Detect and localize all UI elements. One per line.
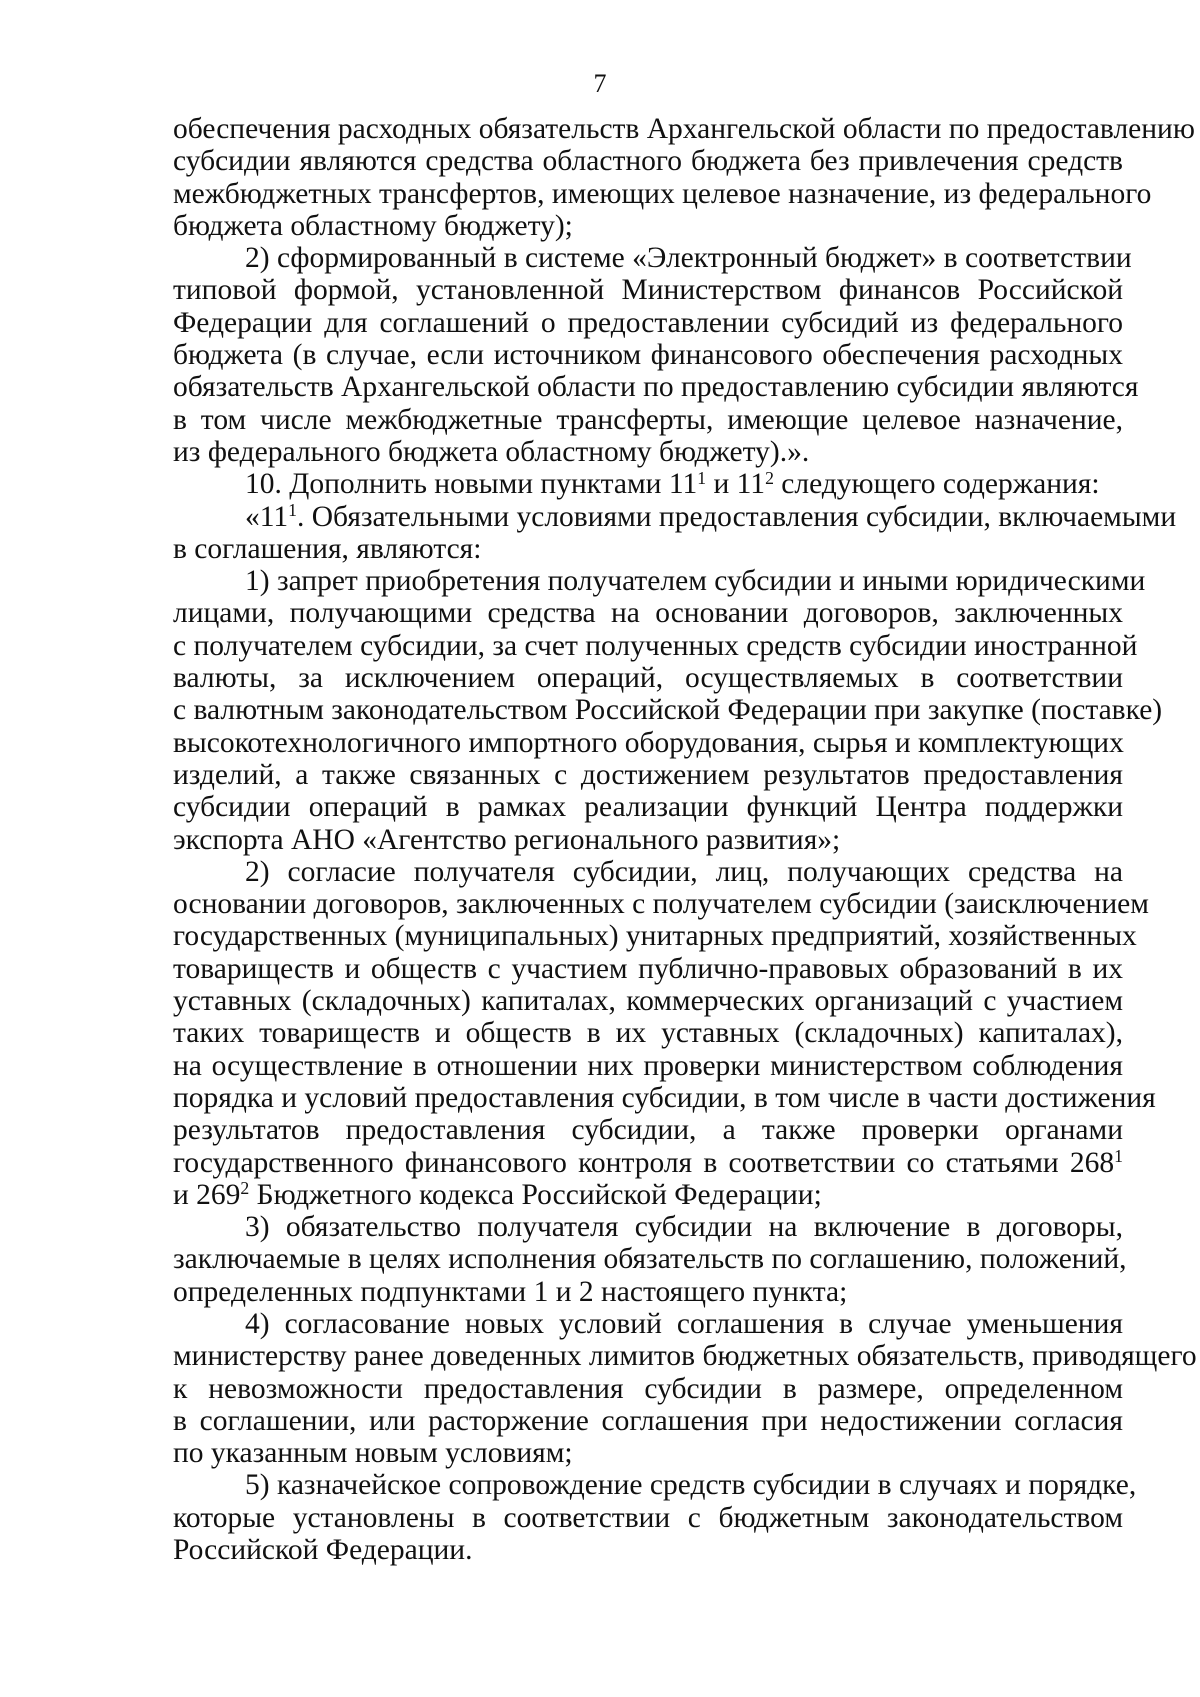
page-number: 7: [593, 69, 607, 98]
text-line: уставных (складочных) капиталах, коммерческих организаций с участием: [173, 985, 1123, 1018]
paragraph-continuation: [173, 113, 1195, 242]
superscript: 2: [765, 467, 774, 488]
text-line: государственного финансового контроля в соответствии со статьями $268^1$: [173, 1145, 1123, 1179]
text-line: субсидии являются средства областного бюджета без привлечения средств: [173, 145, 1123, 178]
text-line: валюты, за исключением операций, осуществляемых в соответствии: [173, 662, 1123, 695]
text-line: с валютным законодательством Российской Федерации при закупке (поставке): [173, 694, 1163, 727]
text-line: и $269^2$ Бюджетного кодекса Российской Федерации;: [173, 1178, 822, 1211]
text-line: по указанным новым условиям;: [173, 1437, 573, 1470]
paragraph-subitem-3: [173, 1211, 1127, 1308]
text-line: субсидии операций в рамках реализации функций Центра поддержки: [173, 791, 1123, 824]
paragraph-point-10: [173, 468, 1123, 500]
superscript: 1: [1114, 1145, 1123, 1166]
text-line: обеспечения расходных обязательств Архангельской области по предоставлению: [173, 113, 1195, 145]
text-line: товариществ и обществ с участием публично-правовых образований в их: [173, 952, 1123, 985]
text-line: в том числе межбюджетные трансферты, имеющие целевое назначение,: [173, 403, 1123, 436]
text-line: министерству ранее доведенных лимитов бюджетных обязательств, приводящего: [173, 1340, 1197, 1373]
text-line: типовой формой, установленной Министерством финансов Российской: [173, 274, 1123, 307]
text-line: в соглашения, являются:: [173, 532, 482, 565]
text-line: в соглашении, или расторжение соглашения при недостижении согласия: [173, 1404, 1123, 1437]
text-line: Российской Федерации.: [173, 1534, 473, 1567]
superscript: 2: [240, 1178, 250, 1199]
text-line: которые установлены в соответствии с бюджетным законодательством: [173, 1501, 1123, 1534]
text-line: 4) согласование новых условий соглашения в случае уменьшения: [245, 1307, 1123, 1340]
text-line: изделий, а также связанных с достижением результатов предоставления: [173, 758, 1123, 791]
superscript: 1: [697, 467, 707, 488]
text-line: основании договоров, заключенных с получателем субсидии (заисключением: [173, 888, 1149, 921]
text-line: Федерации для соглашений о предоставлении субсидий из федерального: [173, 306, 1123, 339]
paragraph-subitem-1: [173, 565, 1163, 856]
superscript: 1: [288, 499, 297, 520]
text-line: «$11^1$. Обязательными условиями предоставления субсидии, включаемыми: [245, 499, 1177, 533]
text-line: 1) запрет приобретения получателем субсидии и иными юридическими: [245, 565, 1146, 598]
text-line: 3) обязательство получателя субсидии на включение в договоры,: [245, 1211, 1123, 1244]
paragraph-point-11-1: [173, 499, 1177, 566]
document-body: [173, 113, 1197, 1567]
text-line: из федерального бюджета областному бюджету).».: [173, 435, 810, 468]
text-line: экспорта АНО «Агентство регионального развития»;: [173, 823, 841, 856]
paragraph-item-2-electronic-budget: [173, 242, 1139, 468]
paragraph-subitem-5: [173, 1469, 1137, 1567]
text-line: бюджета (в случае, если источником финансового обеспечения расходных: [173, 339, 1123, 372]
text-line: заключаемые в целях исполнения обязательств по соглашению, положений,: [173, 1243, 1127, 1276]
text-line: таких товариществ и обществ в их уставных (складочных) капиталах),: [173, 1017, 1123, 1050]
text-line: определенных подпунктами 1 и 2 настоящего пункта;: [173, 1275, 848, 1308]
text-line: высокотехнологичного импортного оборудования, сырья и комплектующих: [173, 726, 1124, 759]
text-line: 2) сформированный в системе «Электронный бюджет» в соответствии: [245, 242, 1132, 275]
text-line: результатов предоставления субсидии, а также проверки органами: [173, 1114, 1123, 1147]
paragraph-subitem-2: [173, 855, 1156, 1211]
text-line: государственных (муниципальных) унитарных предприятий, хозяйственных: [173, 920, 1137, 953]
text-line: обязательств Архангельской области по предоставлению субсидии являются: [173, 371, 1139, 404]
text-line: порядка и условий предоставления субсидии, в том числе в части достижения: [173, 1081, 1156, 1114]
text-line: 5) казначейское сопровождение средств субсидии в случаях и порядке,: [245, 1469, 1137, 1502]
paragraph-subitem-4: [173, 1307, 1197, 1470]
text-line: бюджета областному бюджету);: [173, 209, 573, 242]
text-line: к невозможности предоставления субсидии в размере, определенном: [173, 1372, 1123, 1405]
text-line: на осуществление в отношении них проверки министерством соблюдения: [173, 1049, 1123, 1082]
text-line: 10. Дополнить новыми пунктами $11^1$ и $11^2$ следующего содержания:: [245, 467, 1100, 501]
text-line: лицами, получающими средства на основании договоров, заключенных: [173, 597, 1123, 630]
text-line: с получателем субсидии, за счет полученных средств субсидии иностранной: [173, 629, 1138, 662]
text-line: межбюджетных трансфертов, имеющих целевое назначение, из федерального: [173, 177, 1152, 210]
text-line: 2) согласие получателя субсидии, лиц, получающих средства на: [245, 855, 1123, 888]
